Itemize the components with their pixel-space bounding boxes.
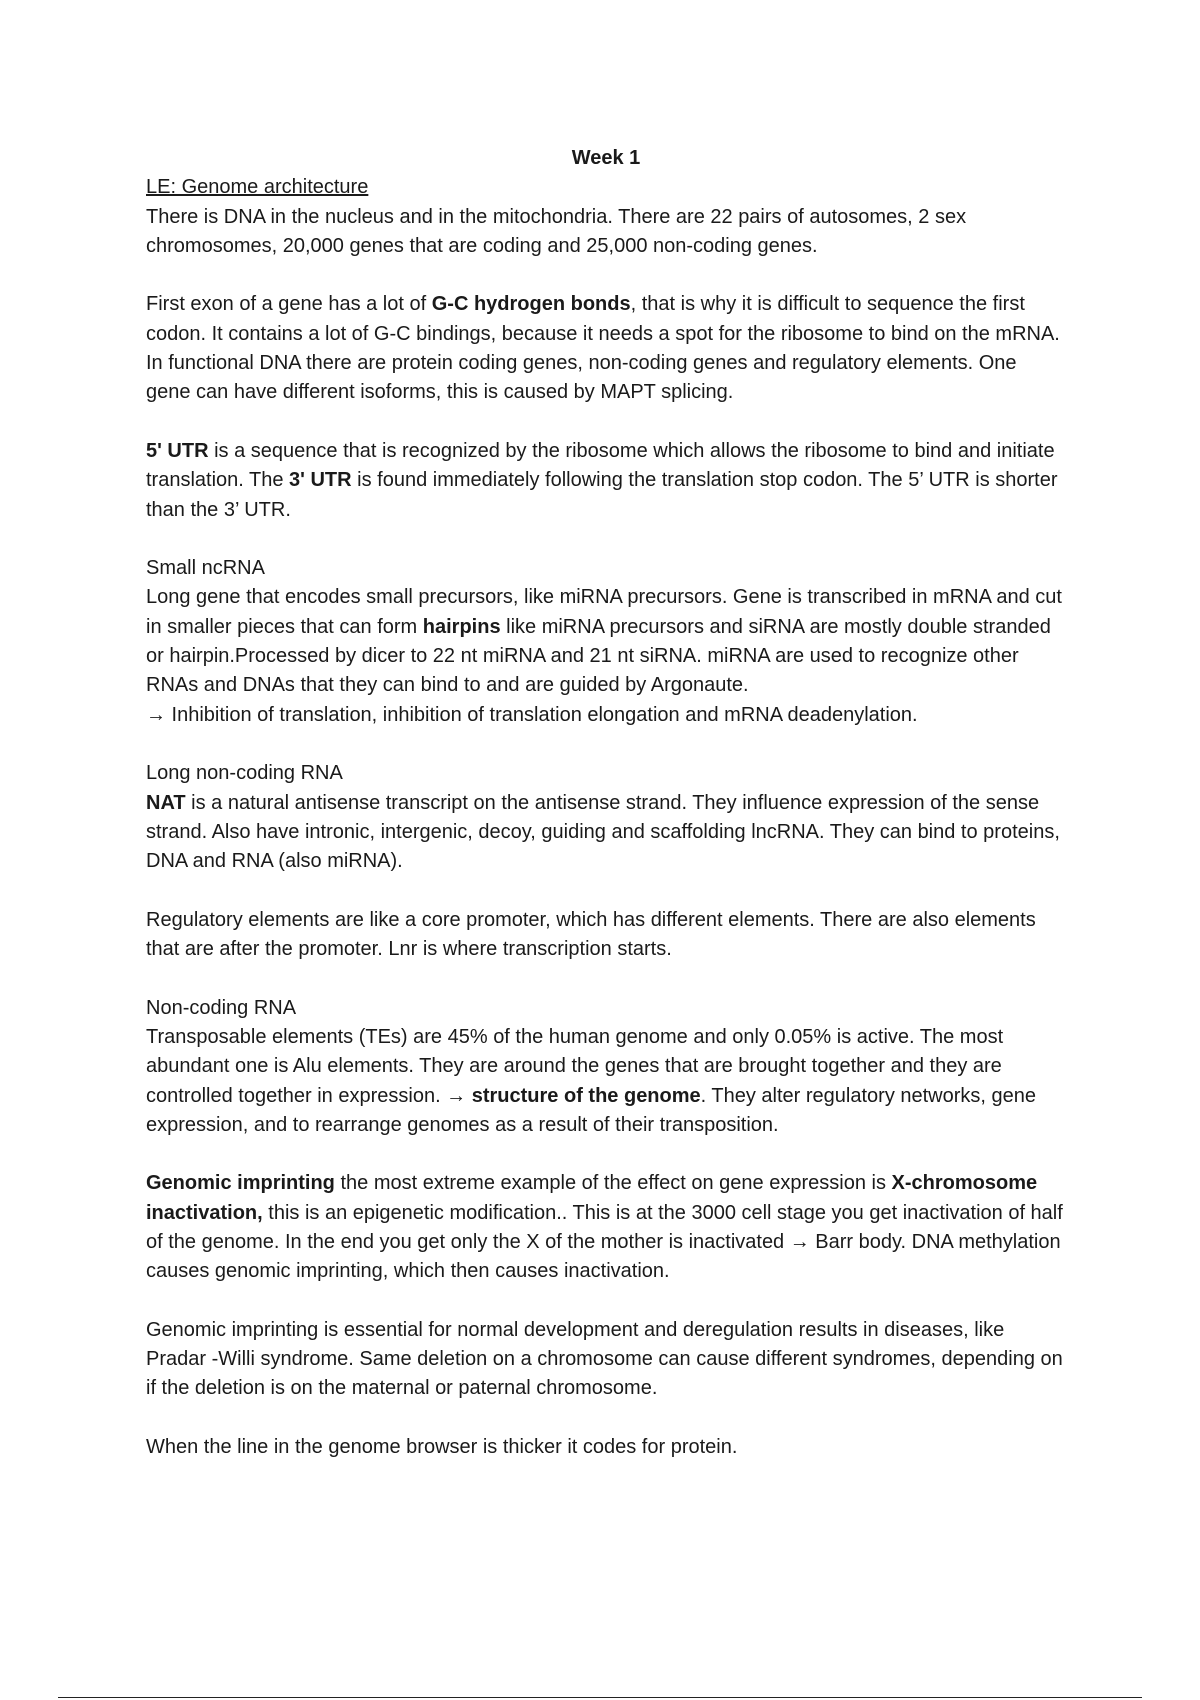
paragraph-utr	[146, 437, 1066, 525]
bold-term: G-C hydrogen bonds	[431, 293, 631, 316]
section-heading: LE: Genome architecture	[146, 176, 369, 199]
text-run: is a natural antisense transcript on the antisense strand. They influence expression of the sense strand. Also have intronic, intergenic, decoy, guiding and scaffolding lncRNA. They can bind to proteins, DNA and RNA (also miRNA).	[146, 791, 1060, 873]
paragraph-imprinting-diseases: Genomic imprinting is essential for normal development and deregulation results in diseases, like Pradar -Willi syndrome. Same deletion on a chromosome can cause different syndromes, depending on if the deletion is on the maternal or paternal chromosome.	[146, 1318, 1063, 1400]
paragraph-inhibition-arrow: → Inhibition of translation, inhibition of translation elongation and mRNA deadenylation.	[146, 703, 918, 726]
paragraph-transposable-elements	[146, 1023, 1066, 1140]
bold-term: NAT	[146, 791, 186, 814]
bold-term: 5' UTR	[146, 439, 209, 462]
paragraph-genomic-imprinting	[146, 1169, 1066, 1286]
paragraph-first-exon	[146, 290, 1066, 407]
paragraph-dna-overview: There is DNA in the nucleus and in the mitochondria. There are 22 pairs of autosomes, 2 sex chromosomes, 20,000 genes that are coding and 25,000 non-coding genes.	[146, 205, 967, 257]
bold-term: 3' UTR	[289, 469, 352, 492]
paragraph-long-ncrna	[146, 789, 1066, 877]
text-run: Long gene that encodes small precursors, like miRNA precursors. Gene is transcribed in mRNA and cut in smaller pieces that can form	[146, 586, 1062, 638]
bold-term: hairpins	[422, 615, 501, 638]
paragraph-genome-browser: When the line in the genome browser is thicker it codes for protein.	[146, 1436, 738, 1459]
text-run: First exon of a gene has a lot of	[146, 293, 432, 316]
bold-term: X-chromosome inactivation,	[146, 1172, 1038, 1224]
text-run: like miRNA precursors and siRNA are mostly double stranded or hairpin.Processed by dicer to 22 nt miRNA and 21 nt siRNA. miRNA are used to recognize other RNAs and DNAs that they can bind to and are guided by Argonaute.	[146, 615, 1051, 697]
text-run: Transposable elements (TEs) are 45% of the human genome and only 0.05% is active. The most abundant one is Alu elements. They are around the genes that are brought together and they are controlled together in expression. →	[146, 1025, 1004, 1107]
bold-term: structure of the genome	[471, 1084, 701, 1107]
text-run: . They alter regulatory networks, gene expression, and to rearrange genomes as a result of their transposition.	[146, 1084, 1037, 1136]
page-title: Week 1	[571, 147, 641, 169]
text-run: this is an epigenetic modification.. This is at the 3000 cell stage you get inactivation of half of the genome. In the end you get only the X of the mother is inactivated → Barr body. DNA methylation causes genomic imprinting, which then causes inactivation.	[146, 1201, 1063, 1283]
paragraph-small-ncrna	[146, 583, 1066, 700]
text-run: , that is why it is difficult to sequence the first codon. It contains a lot of G-C bindings, because it needs a spot for the ribosome to bind on the mRNA. In functional DNA there are protein coding genes, non-coding genes and regulatory elements. One gene can have different isoforms, this is caused by MAPT splicing.	[146, 293, 1060, 404]
text-run: is found immediately following the translation stop codon. The 5’ UTR is shorter than the 3’ UTR.	[146, 469, 1058, 521]
text-run: the most extreme example of the effect on gene expression is	[334, 1172, 892, 1195]
subheading-noncoding-rna: Non-coding RNA	[146, 996, 297, 1019]
subheading-small-ncrna: Small ncRNA	[146, 557, 265, 580]
subheading-long-ncrna: Long non-coding RNA	[146, 762, 343, 785]
paragraph-regulatory-elements: Regulatory elements are like a core promoter, which has different elements. There are also elements that are after the promoter. Lnr is where transcription starts.	[146, 908, 1036, 961]
document-page	[146, 144, 1066, 1492]
text-run: is a sequence that is recognized by the ribosome which allows the ribosome to bind and initiate translation. The	[146, 439, 1055, 492]
footer-divider	[58, 1697, 1142, 1698]
bold-term: Genomic imprinting	[146, 1172, 335, 1195]
